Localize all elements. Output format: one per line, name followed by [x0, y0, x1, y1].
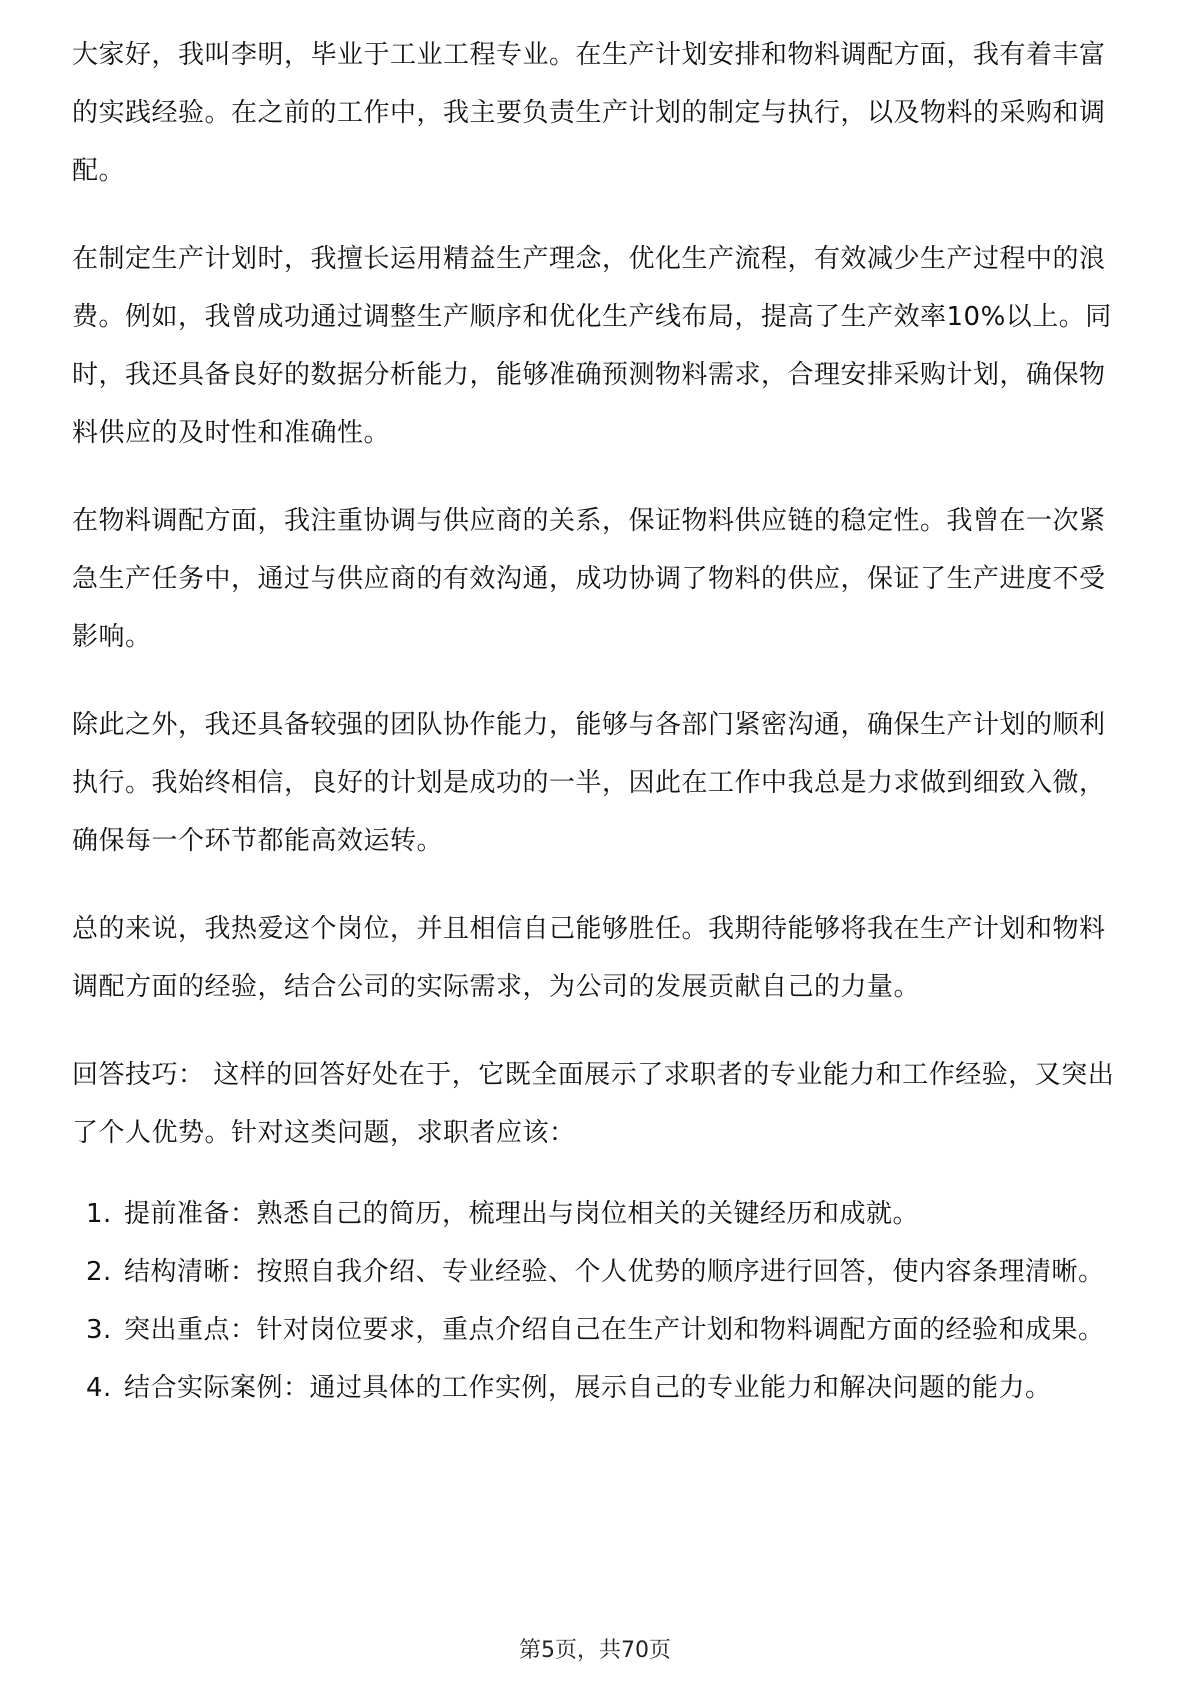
- paragraph-materials: 在物料调配方面，我注重协调与供应商的关系，保证物料供应链的稳定性。我曾在一次紧急生产任务中，通过与供应商的有效沟通，成功协调了物料的供应，保证了生产进度不受影响。: [72, 506, 1106, 652]
- paragraph-intro: 大家好，我叫李明，毕业于工业工程专业。在生产计划安排和物料调配方面，我有着丰富的实践经验。在之前的工作中，我主要负责生产计划的制定与执行，以及物料的采购和调配。: [72, 40, 1106, 186]
- paragraph-planning: 在制定生产计划时，我擅长运用精益生产理念，优化生产流程，有效减少生产过程中的浪费。例如，我曾成功通过调整生产顺序和优化生产线布局，提高了生产效率10%以上。同时，我还具备良好的数据分析能力，能够准确预测物料需求，合理安排采购计划，确保物料供应的及时性和准确性。: [72, 244, 1112, 448]
- page-number: 第5页，共70页: [519, 1638, 671, 1663]
- list-item: [72, 1302, 1120, 1358]
- list-item-text: 提前准备：熟悉自己的简历，梳理出与岗位相关的关键经历和成就。: [124, 1199, 920, 1229]
- paragraph-summary: 总的来说，我热爱这个岗位，并且相信自己能够胜任。我期待能够将我在生产计划和物料调配方面的经验，结合公司的实际需求，为公司的发展贡献自己的力量。: [72, 914, 1106, 1002]
- list-item-text: 结构清晰：按照自我介绍、专业经验、个人优势的顺序进行回答，使内容条理清晰。: [124, 1257, 1105, 1287]
- list-item: [72, 1244, 1120, 1300]
- list-item-text: 突出重点：针对岗位要求，重点介绍自己在生产计划和物料调配方面的经验和成果。: [124, 1315, 1105, 1345]
- tips-list: [72, 1186, 1120, 1416]
- list-item-number: 3.: [86, 1315, 112, 1345]
- list-item-number: 4.: [86, 1373, 112, 1403]
- page-content: [72, 26, 1120, 1416]
- list-item-number: 1.: [86, 1199, 112, 1229]
- paragraph-answer-tips: 回答技巧： 这样的回答好处在于，它既全面展示了求职者的专业能力和工作经验，又突出了个人优势。针对这类问题，求职者应该：: [72, 1060, 1115, 1148]
- list-item: [72, 1360, 1120, 1416]
- list-item-text: 结合实际案例：通过具体的工作实例，展示自己的专业能力和解决问题的能力。: [124, 1373, 1052, 1403]
- paragraph-teamwork: 除此之外，我还具备较强的团队协作能力，能够与各部门紧密沟通，确保生产计划的顺利执行。我始终相信，良好的计划是成功的一半，因此在工作中我总是力求做到细致入微，确保每一个环节都能高效运转。: [72, 710, 1106, 856]
- list-item: [72, 1186, 1120, 1242]
- list-item-number: 2.: [86, 1257, 112, 1287]
